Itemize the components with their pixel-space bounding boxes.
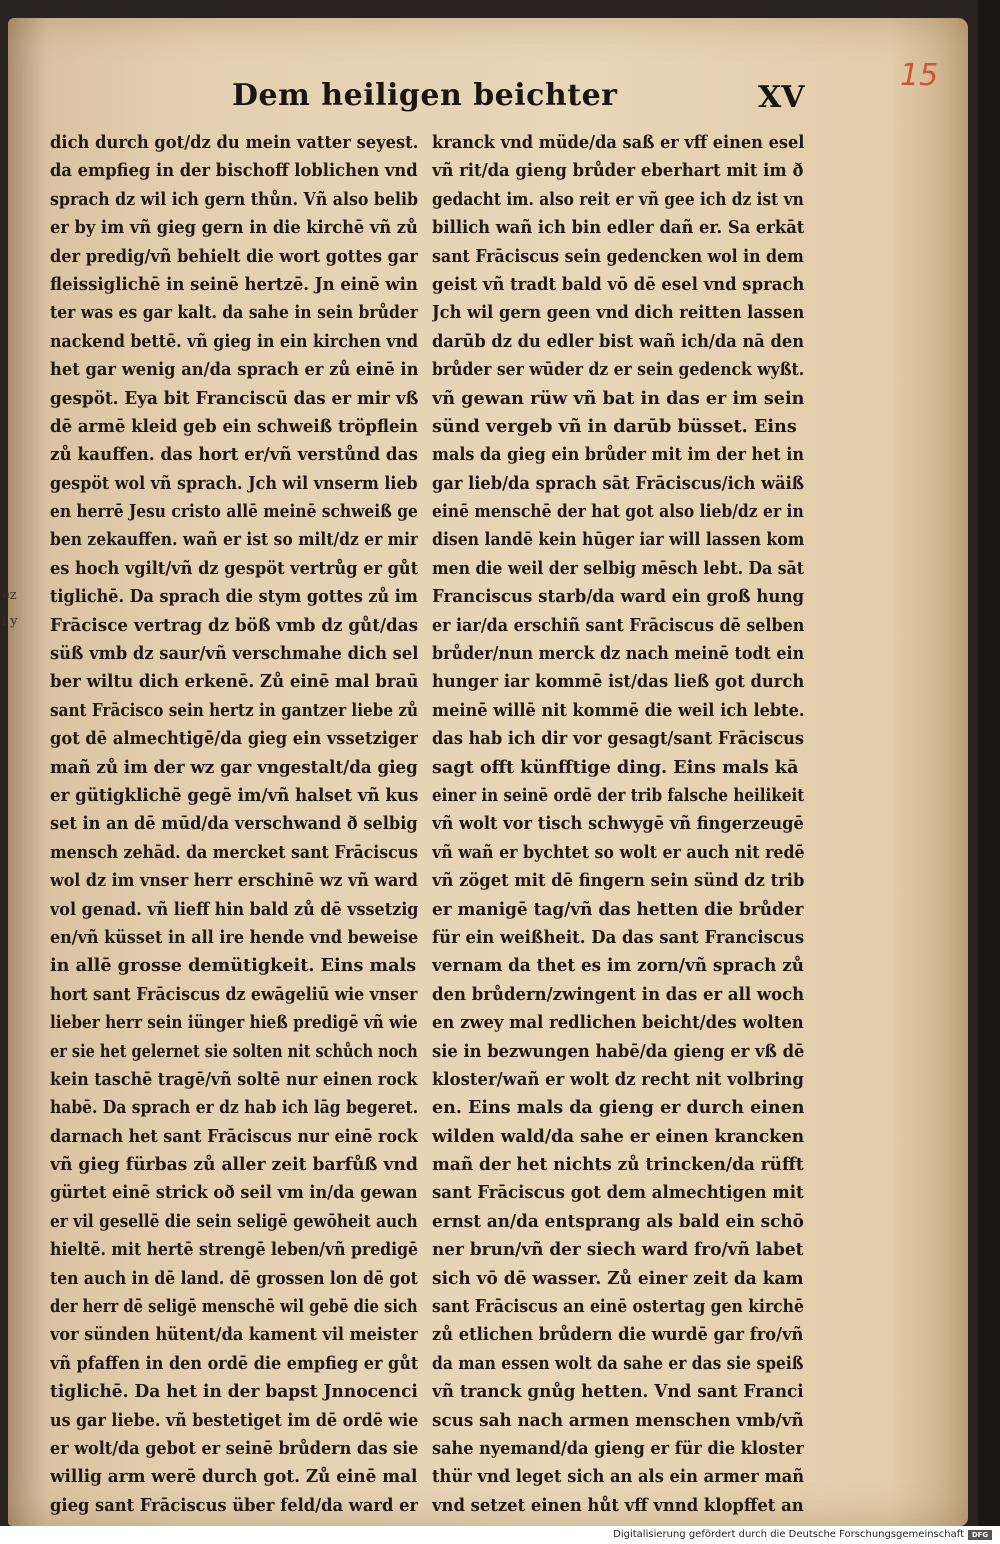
text-line: dē armē kleid geb ein schweiß tröpflein <box>50 415 418 437</box>
text-line: einer in seinē ordē der trib falsche heilikeit <box>432 784 804 806</box>
text-line: willig arm werē durch got. Zů einē mal <box>50 1466 418 1488</box>
text-line: wilden wald/da sahe er einen krancken <box>432 1125 805 1147</box>
text-line: meinē willē nit kommē die weil ich lebte. <box>432 699 805 721</box>
text-line: sich vō dē wasser. Zů einer zeit da kam <box>432 1267 804 1289</box>
text-line: en/vñ küsset in all ire hende vnd beweise <box>50 926 419 948</box>
text-line: brůder/nun merck dz nach meinē todt ein <box>432 643 805 665</box>
text-line: gar lieb/da sprach sāt Frāciscus/ich wäiß <box>432 472 804 494</box>
margin-note: ez <box>2 588 17 603</box>
text-line: gedacht im. also reit er vñ gee ich dz ist vn <box>432 188 804 210</box>
text-line: zů etlichen brůdern die wurdē gar fro/vñ <box>432 1324 804 1346</box>
text-line: er manigē tag/vñ das hetten die brůder <box>432 898 804 920</box>
margin-note: l y <box>2 614 18 629</box>
text-line: vol genad. vñ lieff hin bald zů dē vssetzig <box>50 898 419 920</box>
text-line: vñ wañ er bychtet so wolt er auch nit redē <box>432 841 805 863</box>
text-line: süß vmb dz saur/vñ verschmahe dich sel <box>50 643 419 665</box>
text-line: sie in bezwungen habē/da gieng er vß dē <box>432 1040 805 1062</box>
text-line: hort sant Frāciscus dz ewāgeliū wie vnser <box>50 983 418 1005</box>
text-line: tiglichē. Da sprach die stym gottes zů im <box>50 586 418 608</box>
text-line: ernst an/da entsprang als bald ein schō <box>432 1210 804 1232</box>
text-line: das hab ich dir vor gesagt/sant Frāciscus <box>432 728 805 750</box>
text-line: mensch zehād. da mercket sant Frāciscus <box>50 841 418 863</box>
text-line: scus sah nach armen menschen vmb/vñ <box>432 1409 804 1431</box>
text-line: mals da gieg ein brůder mit im der het in <box>432 444 805 466</box>
text-line: vnd setzet einen hůt vff vnnd klopffet an <box>432 1494 804 1516</box>
text-line: einē menschē der hat got also lieb/dz er in <box>432 501 804 523</box>
text-line: dich durch got/dz du mein vatter seyest. <box>50 132 419 153</box>
text-line: den brůdern/zwingent in das er all woch <box>432 983 804 1005</box>
text-line: darūb dz du edler bist wañ ich/da nā den <box>432 330 804 352</box>
text-line: hieltē. mit hertē strengē leben/vñ predigē <box>50 1239 418 1261</box>
text-line: gespöt wol vñ sprach. Jch wil vnserm lieb <box>50 472 418 494</box>
text-line: sprach dz wil ich gern thůn. Vñ also belib <box>50 188 419 210</box>
text-line: nackend bettē. vñ gieg in ein kirchen vnd <box>50 330 419 352</box>
text-line: mañ zů im der wz gar vngestalt/da gieg <box>50 756 418 778</box>
text-line: in allē grosse demütigkeit. Eins mals <box>50 955 417 977</box>
text-line: der predig/vñ behielt die wort gottes gar <box>50 245 418 267</box>
text-line: er wolt/da gebot er seinē brůdern das sie <box>50 1437 419 1459</box>
text-line: geist vñ tradt bald vō dē esel vnd sprach <box>432 273 805 295</box>
text-line: sant Frāciscus sein gedencken wol in dem <box>432 245 804 267</box>
text-line: er gütigklichē gegē im/vñ halset vñ kus <box>50 784 418 806</box>
text-line: darnach het sant Frāciscus nur einē rock <box>50 1125 418 1147</box>
text-line: habē. Da sprach er dz hab ich lāg begeret. <box>50 1097 418 1119</box>
text-line: da man essen wolt da sahe er das sie speiß <box>432 1352 804 1374</box>
text-line: gieg sant Frāciscus über feld/da ward er <box>50 1494 419 1516</box>
text-line: hunger iar kommē ist/das ließ got durch <box>432 671 804 693</box>
text-line: sant Frāciscus an einē ostertag gen kirchē <box>432 1296 804 1318</box>
text-line: ber wiltu dich erkenē. Zů einē mal braū <box>50 671 418 693</box>
text-line: es hoch vgilt/vñ dz gespöt vertrůg er gůt <box>50 557 418 579</box>
text-line: kranck vnd müde/da saß er vff einen esel <box>432 132 805 153</box>
text-line: lieber herr sein iünger hieß predigē vñ wie <box>50 1012 418 1034</box>
text-line: en zwey mal redlichen beicht/des wolten <box>432 1012 804 1034</box>
left-text-column <box>50 129 418 1520</box>
text-line: vor sünden hütent/da kament vil meister <box>50 1324 418 1346</box>
text-line: da empfieg in der bischoff loblichen vnd <box>50 160 418 182</box>
text-line: Frācisce vertrag dz böß vmb dz gůt/das <box>50 614 419 636</box>
text-line: Jch wil gern geen vnd dich reitten lassen <box>432 302 804 324</box>
right-text-column <box>432 129 804 1520</box>
text-line: vñ zöget mit dē fingern sein sünd dz trib <box>432 870 804 892</box>
dfg-logo: DFG <box>968 1530 992 1540</box>
text-line: mañ der het nichts zů trincken/da rüfft <box>432 1154 804 1176</box>
text-line: kloster/wañ er wolt dz recht nit volbring <box>432 1068 804 1090</box>
text-line: der herr dē seligē menschē wil gebē die sich <box>50 1296 418 1318</box>
text-line: ter was es gar kalt. da sahe in sein brůder <box>50 302 419 324</box>
text-line: vñ gieg fürbas zů aller zeit barfůß vnd <box>50 1154 418 1176</box>
digitization-credit: Digitalisierung gefördert durch die Deutsche Forschungsgemeinschaft <box>613 1529 964 1540</box>
text-line: kein taschē tragē/vñ soltē nur einen rock <box>50 1068 418 1090</box>
text-line: sant Frācisco sein hertz in gantzer liebe zů <box>50 699 419 721</box>
text-line: vñ wolt vor tisch schwygē vñ fingerzeugē <box>432 813 804 835</box>
text-line: ner brun/vñ der siech ward fro/vñ labet <box>432 1239 804 1261</box>
text-line: er sie het gelernet sie solten nit schůch noch <box>50 1040 418 1062</box>
text-line: vñ rit/da gieng brůder eberhart mit im ð <box>432 160 804 182</box>
text-line: vñ gewan rüw vñ bat in das er im sein <box>432 387 804 409</box>
text-line: gespöt. Eya bit Franciscū das er mir vß <box>50 387 419 409</box>
text-line: zů kauffen. das hort er/vñ verstůnd das <box>50 444 418 466</box>
text-line: sagt offt künfftige ding. Eins mals kā <box>432 756 799 778</box>
text-line: tiglichē. Da het in der bapst Jnnocenci <box>50 1381 418 1403</box>
text-line: en. Eins mals da gieng er durch einen <box>432 1097 805 1119</box>
text-line: sahe nyemand/da gieng er für die kloster <box>432 1437 804 1459</box>
text-line: brůder ser wūder dz er sein gedenck wyßt. <box>432 359 805 381</box>
text-line: set in an dē mūd/da verschwand ð selbig <box>50 813 418 835</box>
running-title: Dem heiligen beichter <box>232 78 618 113</box>
text-line: het gar wenig an/da sprach er zů einē in <box>50 359 419 381</box>
text-line: Franciscus starb/da ward ein groß hung <box>432 586 804 608</box>
text-line: disen landē kein hūger iar will lassen kom <box>432 529 805 551</box>
text-line: men die weil der selbig mēsch lebt. Da sāt <box>432 557 804 579</box>
text-line: vñ pfaffen in den ordē die empfieg er gůt <box>50 1352 419 1374</box>
text-line: sünd vergeb vñ in darūb büsset. Eins <box>432 415 797 437</box>
text-line: got dē almechtigē/da gieg ein vssetziger <box>50 728 419 750</box>
text-line: wol dz im vnser herr erschinē wz vñ ward <box>50 870 418 892</box>
text-line: us gar liebe. vñ bestetiget im dē ordē wie <box>50 1409 418 1431</box>
text-line: ten auch in dē land. dē grossen lon dē got <box>50 1267 418 1289</box>
text-line: er vil gesellē die sein seligē gewōheit auch <box>50 1210 418 1232</box>
text-line: er by im vñ gieg gern in die kirchē vñ zů <box>50 217 418 239</box>
text-line: fleissiglichē in seinē hertzē. Jn einē win <box>50 273 418 295</box>
text-line: gürtet einē strick oð seil vm in/da gewan <box>50 1182 418 1204</box>
text-line: ben zekauffen. wañ er ist so milt/dz er mir <box>50 529 418 551</box>
text-line: en herrē Jesu cristo allē meinē schweiß ge <box>50 501 418 523</box>
text-line: er iar/da erschiñ sant Frāciscus dē selben <box>432 614 804 636</box>
text-line: für ein weißheit. Da das sant Franciscus <box>432 926 804 948</box>
text-line: thür vnd leget sich an als ein armer mañ <box>432 1466 804 1488</box>
text-line: vñ tranck gnůg hetten. Vnd sant Franci <box>432 1381 804 1403</box>
text-line: billich wañ ich bin edler dañ er. Sa erkāt <box>432 217 805 239</box>
text-line: sant Frāciscus got dem almechtigen mit <box>432 1182 804 1204</box>
text-line: vernam da thet es im zorn/vñ sprach zů <box>432 955 804 977</box>
folio-number: XV <box>758 80 805 115</box>
page-header <box>0 78 1000 118</box>
handwritten-page-number: 15 <box>900 58 939 93</box>
